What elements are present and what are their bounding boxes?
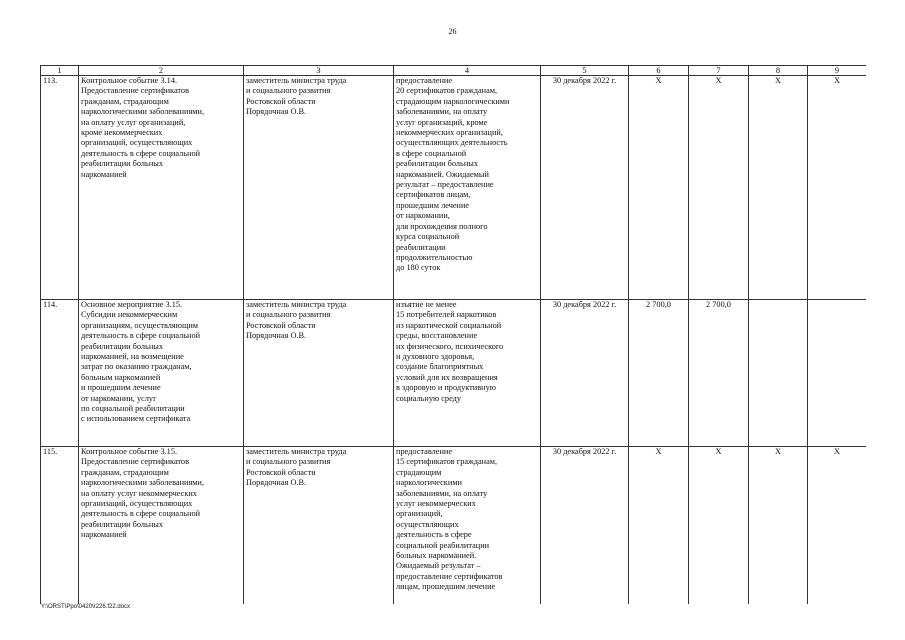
responsible-person: заместитель министра труда и социального развития Ростовской области Порядочная О.В.: [244, 76, 394, 300]
column-header: 9: [808, 66, 867, 76]
responsible-person: заместитель министра труда и социального развития Ростовской области Порядочная О.В.: [244, 447, 394, 605]
column-header: 8: [749, 66, 808, 76]
expected-result: предоставление 20 сертификатов гражданам, страдающим наркологическими заболеваниями, на оплату услуг организаций, кроме некоммерческих организаций, осуществляющих деятельность в сфере социальной реабилитации больных наркоманией. Ожидаемый результат – предоставление сертификатов лицам, прошедшим лечение от наркомании, для прохождения полного курса социальной реабилитации продолжительностью до 180 суток: [394, 76, 541, 300]
funding-col-8: Х: [749, 76, 808, 300]
file-path-footer: Y:\ORST\Ppo\0420\r226.f22.docx: [41, 604, 131, 610]
event-description: Контрольное событие 3.14. Предоставление сертификатов гражданам, страдающим наркологическими заболеваниями, на оплату услуг организаций, кроме некоммерческих организаций, осуществляющих деятельность в сфере социальной реабилитации больных наркоманией: [79, 76, 244, 300]
page-number: 26: [448, 27, 457, 36]
row-number: 115.: [41, 447, 79, 605]
responsible-person: заместитель министра труда и социального развития Ростовской области Порядочная О.В.: [244, 300, 394, 447]
table-row: [41, 447, 867, 605]
plan-table: [40, 65, 866, 604]
funding-col-7: Х: [689, 76, 749, 300]
funding-col-6: 2 700,0: [629, 300, 689, 447]
deadline-date: 30 декабря 2022 г.: [541, 76, 629, 300]
column-header: 5: [541, 66, 629, 76]
column-header: 1: [41, 66, 79, 76]
row-number: 113.: [41, 76, 79, 300]
funding-col-9: Х: [808, 76, 867, 300]
deadline-date: 30 декабря 2022 г.: [541, 300, 629, 447]
event-description: Основное мероприятие 3.15. Субсидии некоммерческим организациям, осуществляющим деятельность в сфере социальной реабилитации больных наркоманией, на возмещение затрат по оказанию гражданам, больным наркоманией и прошедшим лечение от наркомании, услуг по социальной реабилитации с использованием сертификата: [79, 300, 244, 447]
funding-col-7: 2 700,0: [689, 300, 749, 447]
table-row: [41, 300, 867, 447]
funding-col-9: [808, 300, 867, 447]
funding-col-7: Х: [689, 447, 749, 605]
column-number-row: [41, 66, 867, 76]
event-description: Контрольное событие 3.15. Предоставление сертификатов гражданам, страдающим наркологическими заболеваниями, на оплату услуг некоммерческих организаций, осуществляющих деятельность в сфере социальной реабилитации больных наркоманией: [79, 447, 244, 605]
table-row: [41, 76, 867, 300]
deadline-date: 30 декабря 2022 г.: [541, 447, 629, 605]
column-header: 3: [244, 66, 394, 76]
expected-result: изъятие не менее 15 потребителей наркотиков из наркотической социальной среды, восстановление их физического, психического и духовного здоровья, создание благоприятных условий для их возвращения в здоровую и продуктивную социальную среду: [394, 300, 541, 447]
column-header: 4: [394, 66, 541, 76]
expected-result: предоставление 15 сертификатов гражданам, страдающим наркологическими заболеваниями, на оплату услуг некоммерческих организаций, осуществляющих деятельность в сфере социальной реабилитации больных наркоманией. Ожидаемый результат – предоставление сертификатов лицам, прошедшим лечение: [394, 447, 541, 605]
funding-col-8: [749, 300, 808, 447]
plan-table-container: [40, 65, 866, 604]
funding-col-9: Х: [808, 447, 867, 605]
funding-col-6: Х: [629, 447, 689, 605]
column-header: 2: [79, 66, 244, 76]
row-number: 114.: [41, 300, 79, 447]
column-header: 6: [629, 66, 689, 76]
funding-col-6: Х: [629, 76, 689, 300]
funding-col-8: Х: [749, 447, 808, 605]
column-header: 7: [689, 66, 749, 76]
